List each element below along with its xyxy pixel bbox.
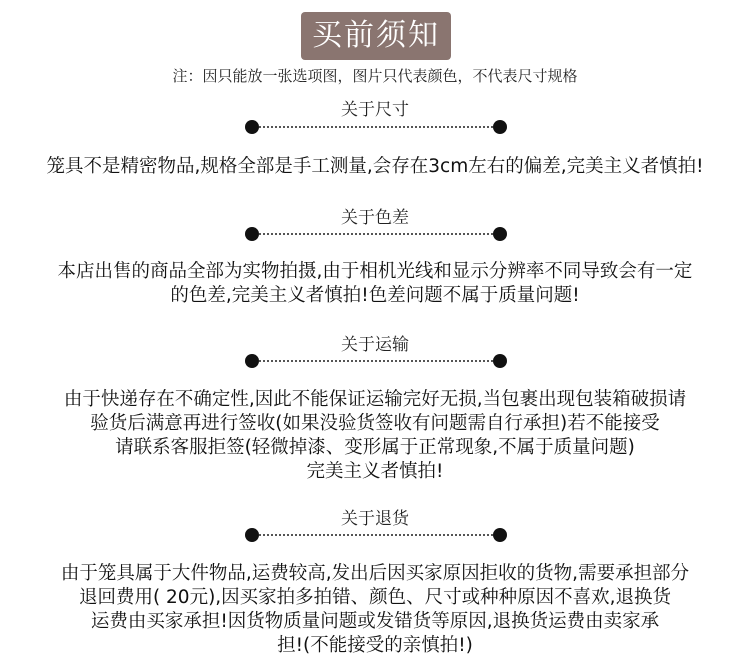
text-line: 笼具不是精密物品,规格全部是手工测量,会存在3cm左右的偏差,完美主义者慎拍! <box>46 156 704 177</box>
section-text-size <box>0 155 750 179</box>
section-title-shipping: 关于运输 <box>341 335 409 355</box>
section-text-shipping <box>0 388 750 484</box>
text-line: 请联系客服拒签(轻微掉漆、变形属于正常现象,不属于质量问题) <box>115 437 635 458</box>
header-title: 买前须知 <box>301 12 451 60</box>
section-title-size: 关于尺寸 <box>341 100 409 120</box>
text-line: 退回费用( 20元),因买家拍多拍错、颜色、尺寸或种种原因不喜欢,退换货 <box>78 587 672 608</box>
section-divider <box>245 120 507 134</box>
note-text: 注：因只能放一张选项图，图片只代表颜色，不代表尺寸规格 <box>172 67 578 85</box>
text-line: 验货后满意再进行签收(如果没验货签收有问题需自行承担)若不能接受 <box>90 413 660 434</box>
text-line: 由于快递存在不确定性,因此不能保证运输完好无损,当包裹出现包装箱破损请 <box>63 389 687 410</box>
section-divider <box>245 227 507 241</box>
text-line: 本店出售的商品全部为实物拍摄,由于相机光线和显示分辨率不同导致会有一定 <box>57 261 693 282</box>
section-title-returns: 关于退货 <box>341 509 409 529</box>
section-text-returns <box>0 562 750 658</box>
section-divider <box>245 354 507 368</box>
section-divider <box>245 528 507 542</box>
text-line: 由于笼具属于大件物品,运费较高,发出后因买家原因拒收的货物,需要承担部分 <box>60 563 690 584</box>
text-line: 运费由买家承担!因货物质量问题或发错货等原因,退换货运费由卖家承 <box>90 611 660 632</box>
text-line: 的色差,完美主义者慎拍!色差问题不属于质量问题! <box>170 285 580 306</box>
text-line: 担!(不能接受的亲慎拍!) <box>277 635 473 656</box>
section-text-color <box>0 260 750 308</box>
section-title-color: 关于色差 <box>341 208 409 228</box>
text-line: 完美主义者慎拍! <box>306 461 444 482</box>
